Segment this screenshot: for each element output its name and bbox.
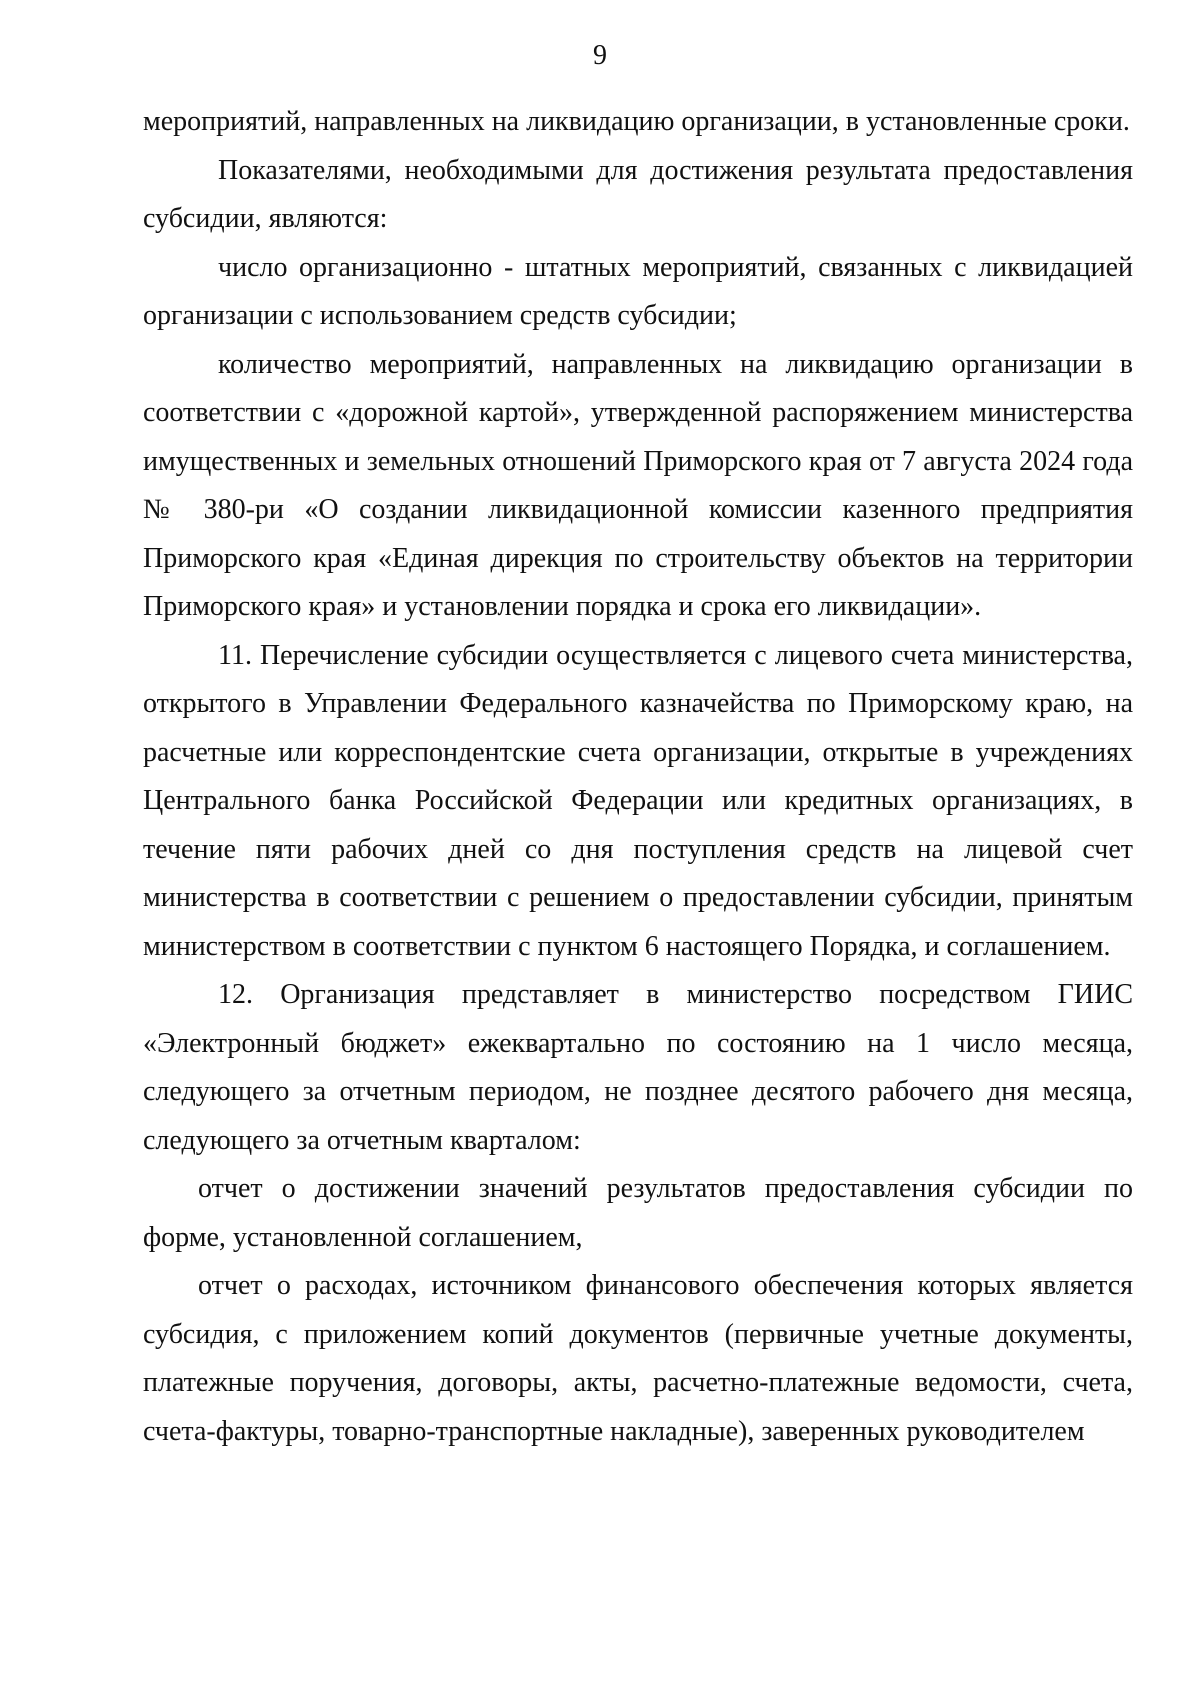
paragraph-5: 11. Перечисление субсидии осуществляется с лицевого счета министерства, открытого в Управлении Федерального казначейства по Приморскому краю, на расчетные или корреспондентские счета организации, открытые в учреждениях Центрального банка Российской Федерации или кредитных организациях, в течение пяти рабочих дней со дня поступления средств на лицевой счет министерства в соответствии с решением о предоставлении субсидии, принятым министерством в соответствии с пунктом 6 настоящего Порядка, и соглашением. <box>143 639 1133 962</box>
paragraph-7: отчет о достижении значений результатов предоставления субсидии по форме, установленной соглашением, <box>143 1173 1133 1253</box>
paragraph-4: количество мероприятий, направленных на ликвидацию организации в соответствии с «дорожной картой», утвержденной распоряжением министерства имущественных и земельных отношений Приморского края от 7 августа 2024 года № 380-ри «О создании ликвидационной комиссии казенного предприятия Приморского края «Единая дирекция по строительству объектов на территории Приморского края» и установлении порядка и срока его ликвидации». <box>143 348 1133 622</box>
paragraph-8: отчет о расходах, источником финансового обеспечения которых является субсидия, с приложением копий документов (первичные учетные документы, платежные поручения, договоры, акты, расчетно-платежные ведомости, счета, счета-фактуры, товарно-транспортные накладные), заверенных руководителем <box>143 1270 1133 1447</box>
page-number: 9 <box>593 40 607 71</box>
document-body <box>143 98 1133 1456</box>
paragraph-1: мероприятий, направленных на ликвидацию организации, в установленные сроки. <box>143 106 1130 137</box>
paragraph-6: 12. Организация представляет в министерство посредством ГИИС «Электронный бюджет» ежеквартально по состоянию на 1 число месяца, следующего за отчетным периодом, не позднее десятого рабочего дня месяца, следующего за отчетным кварталом: <box>143 979 1133 1156</box>
paragraph-2: Показателями, необходимыми для достижения результата предоставления субсидии, являются: <box>143 154 1133 234</box>
paragraph-3: число организационно - штатных мероприятий, связанных с ликвидацией организации с использованием средств субсидии; <box>143 251 1133 331</box>
